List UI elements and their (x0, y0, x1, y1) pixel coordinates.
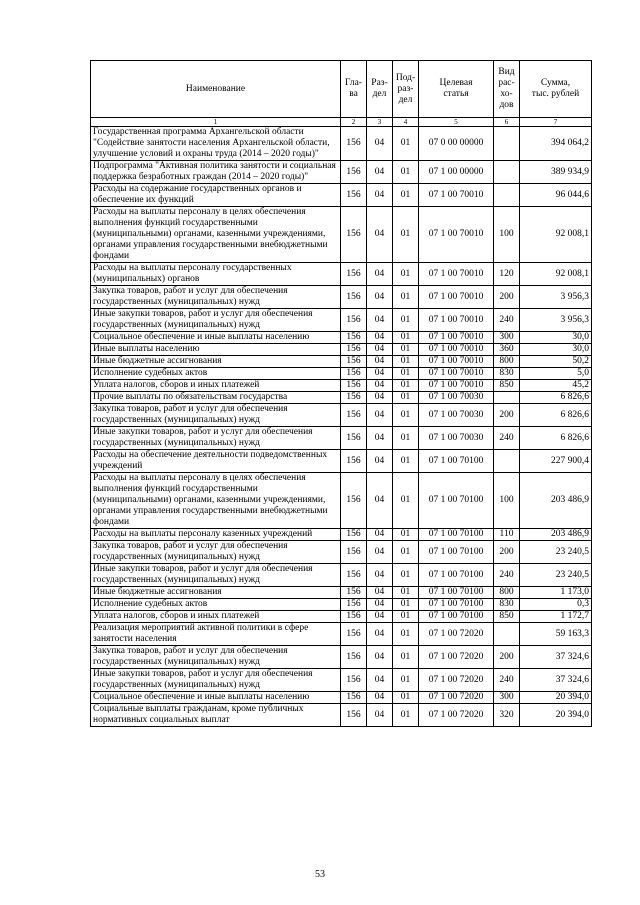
cell-target: 07 1 00 70030 (419, 427, 494, 450)
cell-amount: 45,2 (520, 380, 592, 392)
cell-expense: 830 (494, 368, 520, 380)
cell-amount: 6 826,6 (520, 427, 592, 450)
cell-subsection: 01 (393, 184, 419, 207)
cell-expense: 200 (494, 646, 520, 669)
cell-name: Закупка товаров, работ и услуг для обеспечения государственных (муниципальных) нужд (91, 646, 341, 669)
cell-amount: 0,3 (520, 599, 592, 611)
cell-expense (494, 184, 520, 207)
cell-chapter: 156 (341, 332, 367, 344)
header-subsection: Под- раз- дел (393, 61, 419, 118)
cell-amount: 1 173,0 (520, 587, 592, 599)
column-number: 4 (393, 118, 419, 127)
cell-section: 04 (367, 529, 393, 541)
cell-section: 04 (367, 392, 393, 404)
cell-section: 04 (367, 309, 393, 332)
cell-amount: 30,0 (520, 332, 592, 344)
cell-subsection: 01 (393, 669, 419, 692)
cell-target: 07 1 00 72020 (419, 623, 494, 646)
cell-section: 04 (367, 332, 393, 344)
table-row (91, 541, 592, 564)
cell-expense: 320 (494, 704, 520, 727)
cell-name: Расходы на содержание государственных органов и обеспечение их функций (91, 184, 341, 207)
cell-expense: 850 (494, 380, 520, 392)
cell-expense (494, 392, 520, 404)
cell-chapter: 156 (341, 380, 367, 392)
header-chapter: Гла- ва (341, 61, 367, 118)
cell-subsection: 01 (393, 450, 419, 473)
cell-amount: 3 956,3 (520, 309, 592, 332)
cell-name: Расходы на обеспечение деятельности подведомственных учреждений (91, 450, 341, 473)
cell-subsection: 01 (393, 646, 419, 669)
cell-subsection: 01 (393, 587, 419, 599)
cell-expense: 830 (494, 599, 520, 611)
cell-target: 07 1 00 70010 (419, 368, 494, 380)
cell-name: Расходы на выплаты персоналу государственных (муниципальных) органов (91, 263, 341, 286)
cell-name: Иные закупки товаров, работ и услуг для обеспечения государственных (муниципальных) нужд (91, 669, 341, 692)
cell-chapter: 156 (341, 450, 367, 473)
cell-amount: 203 486,9 (520, 529, 592, 541)
cell-chapter: 156 (341, 344, 367, 356)
header-row (91, 61, 592, 118)
cell-chapter: 156 (341, 368, 367, 380)
cell-subsection: 01 (393, 263, 419, 286)
cell-amount: 23 240,5 (520, 564, 592, 587)
cell-name: Исполнение судебных актов (91, 599, 341, 611)
table-row (91, 599, 592, 611)
header-name: Наименование (91, 61, 341, 118)
cell-section: 04 (367, 368, 393, 380)
cell-name: Иные выплаты населению (91, 344, 341, 356)
cell-chapter: 156 (341, 623, 367, 646)
table-row (91, 564, 592, 587)
cell-subsection: 01 (393, 692, 419, 704)
cell-target: 07 1 00 70010 (419, 309, 494, 332)
cell-chapter: 156 (341, 473, 367, 529)
cell-amount: 227 900,4 (520, 450, 592, 473)
cell-subsection: 01 (393, 541, 419, 564)
cell-section: 04 (367, 704, 393, 727)
cell-chapter: 156 (341, 587, 367, 599)
cell-amount: 203 486,9 (520, 473, 592, 529)
cell-section: 04 (367, 286, 393, 309)
cell-amount: 394 064,2 (520, 127, 592, 161)
cell-chapter: 156 (341, 529, 367, 541)
table-row (91, 127, 592, 161)
cell-section: 04 (367, 473, 393, 529)
cell-expense: 240 (494, 669, 520, 692)
header-expense: Вид рас- хо- дов (494, 61, 520, 118)
cell-name: Иные закупки товаров, работ и услуг для обеспечения государственных (муниципальных) нужд (91, 427, 341, 450)
cell-target: 07 1 00 72020 (419, 692, 494, 704)
cell-expense: 110 (494, 529, 520, 541)
cell-name: Реализация мероприятий активной политики в сфере занятости населения (91, 623, 341, 646)
cell-chapter: 156 (341, 669, 367, 692)
cell-section: 04 (367, 380, 393, 392)
cell-name: Уплата налогов, сборов и иных платежей (91, 380, 341, 392)
cell-amount: 37 324,6 (520, 646, 592, 669)
cell-chapter: 156 (341, 356, 367, 368)
cell-subsection: 01 (393, 286, 419, 309)
cell-amount: 23 240,5 (520, 541, 592, 564)
budget-table (90, 60, 592, 727)
column-number: 3 (367, 118, 393, 127)
cell-subsection: 01 (393, 704, 419, 727)
cell-subsection: 01 (393, 161, 419, 184)
cell-name: Исполнение судебных актов (91, 368, 341, 380)
cell-target: 07 1 00 70100 (419, 599, 494, 611)
cell-chapter: 156 (341, 564, 367, 587)
cell-subsection: 01 (393, 309, 419, 332)
cell-subsection: 01 (393, 392, 419, 404)
cell-subsection: 01 (393, 356, 419, 368)
cell-target: 07 1 00 70010 (419, 380, 494, 392)
cell-subsection: 01 (393, 368, 419, 380)
cell-amount: 92 008,1 (520, 207, 592, 263)
table-row (91, 344, 592, 356)
column-number-row (91, 118, 592, 127)
table-row (91, 427, 592, 450)
cell-expense: 200 (494, 541, 520, 564)
cell-expense (494, 623, 520, 646)
cell-name: Расходы на выплаты персоналу казенных учреждений (91, 529, 341, 541)
table-row (91, 611, 592, 623)
cell-target: 07 1 00 70010 (419, 207, 494, 263)
cell-subsection: 01 (393, 127, 419, 161)
table-row (91, 332, 592, 344)
cell-section: 04 (367, 669, 393, 692)
cell-name: Закупка товаров, работ и услуг для обеспечения государственных (муниципальных) нужд (91, 286, 341, 309)
cell-chapter: 156 (341, 184, 367, 207)
cell-chapter: 156 (341, 704, 367, 727)
cell-section: 04 (367, 263, 393, 286)
cell-section: 04 (367, 646, 393, 669)
cell-expense: 300 (494, 692, 520, 704)
cell-section: 04 (367, 692, 393, 704)
cell-section: 04 (367, 404, 393, 427)
cell-expense: 200 (494, 404, 520, 427)
cell-target: 07 1 00 70100 (419, 587, 494, 599)
cell-expense: 120 (494, 263, 520, 286)
cell-target: 07 1 00 70010 (419, 332, 494, 344)
cell-target: 07 1 00 70010 (419, 356, 494, 368)
cell-amount: 30,0 (520, 344, 592, 356)
cell-name: Социальные выплаты гражданам, кроме публичных нормативных социальных выплат (91, 704, 341, 727)
cell-section: 04 (367, 599, 393, 611)
cell-chapter: 156 (341, 286, 367, 309)
cell-target: 07 1 00 70010 (419, 286, 494, 309)
table-row (91, 704, 592, 727)
cell-amount: 20 394,0 (520, 704, 592, 727)
cell-chapter: 156 (341, 207, 367, 263)
cell-subsection: 01 (393, 207, 419, 263)
cell-target: 07 1 00 00000 (419, 161, 494, 184)
cell-expense: 300 (494, 332, 520, 344)
cell-name: Уплата налогов, сборов и иных платежей (91, 611, 341, 623)
cell-chapter: 156 (341, 161, 367, 184)
table-row (91, 473, 592, 529)
cell-section: 04 (367, 587, 393, 599)
cell-expense: 240 (494, 427, 520, 450)
table-row (91, 404, 592, 427)
cell-target: 07 1 00 72020 (419, 646, 494, 669)
cell-expense: 850 (494, 611, 520, 623)
table-row (91, 161, 592, 184)
cell-name: Расходы на выплаты персоналу в целях обеспечения выполнения функций государственными (муниципальными) органами, казенными учреждениями, органами управления государственными внебюджетными фондами (91, 207, 341, 263)
cell-chapter: 156 (341, 392, 367, 404)
page-number: 53 (315, 869, 325, 880)
cell-name: Иные бюджетные ассигнования (91, 356, 341, 368)
cell-subsection: 01 (393, 344, 419, 356)
cell-chapter: 156 (341, 692, 367, 704)
header-amount: Сумма, тыс. рублей (520, 61, 592, 118)
table-row (91, 692, 592, 704)
cell-section: 04 (367, 356, 393, 368)
cell-target: 07 1 00 70030 (419, 392, 494, 404)
column-number: 1 (91, 118, 341, 127)
cell-target: 07 1 00 72020 (419, 669, 494, 692)
column-number: 6 (494, 118, 520, 127)
table-row (91, 392, 592, 404)
cell-amount: 20 394,0 (520, 692, 592, 704)
cell-section: 04 (367, 427, 393, 450)
cell-name: Государственная программа Архангельской области "Содействие занятости населения Архангельской области, улучшение условий и охраны труда (2014 – 2020 годы)" (91, 127, 341, 161)
cell-amount: 59 163,3 (520, 623, 592, 646)
cell-section: 04 (367, 623, 393, 646)
table-row (91, 263, 592, 286)
cell-name: Социальное обеспечение и иные выплаты населению (91, 692, 341, 704)
cell-amount: 5,0 (520, 368, 592, 380)
table-row (91, 356, 592, 368)
cell-expense: 100 (494, 473, 520, 529)
table-row (91, 529, 592, 541)
cell-chapter: 156 (341, 404, 367, 427)
cell-amount: 50,2 (520, 356, 592, 368)
cell-name: Закупка товаров, работ и услуг для обеспечения государственных (муниципальных) нужд (91, 541, 341, 564)
cell-amount: 96 044,6 (520, 184, 592, 207)
table-row (91, 309, 592, 332)
cell-target: 07 1 00 70010 (419, 344, 494, 356)
cell-subsection: 01 (393, 380, 419, 392)
cell-expense: 800 (494, 356, 520, 368)
table-row (91, 368, 592, 380)
cell-name: Расходы на выплаты персоналу в целях обеспечения выполнения функций государственными (муниципальными) органами, казенными учреждениями, органами управления государственными внебюджетными фондами (91, 473, 341, 529)
cell-subsection: 01 (393, 529, 419, 541)
cell-chapter: 156 (341, 611, 367, 623)
cell-amount: 92 008,1 (520, 263, 592, 286)
cell-target: 07 1 00 70100 (419, 541, 494, 564)
cell-target: 07 1 00 70100 (419, 473, 494, 529)
table-row (91, 669, 592, 692)
cell-amount: 3 956,3 (520, 286, 592, 309)
cell-section: 04 (367, 450, 393, 473)
cell-expense: 800 (494, 587, 520, 599)
cell-name: Подпрограмма "Активная политика занятости и социальная поддержка безработных граждан (2014 – 2020 годы)" (91, 161, 341, 184)
cell-amount: 37 324,6 (520, 669, 592, 692)
table-row (91, 184, 592, 207)
table-row (91, 587, 592, 599)
cell-subsection: 01 (393, 611, 419, 623)
cell-section: 04 (367, 207, 393, 263)
cell-section: 04 (367, 161, 393, 184)
table-body (91, 127, 592, 727)
cell-amount: 6 826,6 (520, 392, 592, 404)
cell-target: 07 1 00 70100 (419, 529, 494, 541)
cell-amount: 389 934,9 (520, 161, 592, 184)
column-number: 5 (419, 118, 494, 127)
header-target: Целевая статья (419, 61, 494, 118)
cell-section: 04 (367, 611, 393, 623)
cell-expense: 240 (494, 564, 520, 587)
cell-target: 07 1 00 70100 (419, 564, 494, 587)
table-row (91, 207, 592, 263)
cell-target: 07 1 00 70100 (419, 611, 494, 623)
cell-name: Иные бюджетные ассигнования (91, 587, 341, 599)
cell-chapter: 156 (341, 127, 367, 161)
cell-expense (494, 127, 520, 161)
cell-chapter: 156 (341, 263, 367, 286)
table-row (91, 380, 592, 392)
table-row (91, 623, 592, 646)
cell-expense: 100 (494, 207, 520, 263)
cell-expense: 360 (494, 344, 520, 356)
cell-chapter: 156 (341, 599, 367, 611)
cell-subsection: 01 (393, 404, 419, 427)
cell-name: Прочие выплаты по обязательствам государства (91, 392, 341, 404)
header-section: Раз- дел (367, 61, 393, 118)
cell-chapter: 156 (341, 309, 367, 332)
cell-chapter: 156 (341, 541, 367, 564)
cell-target: 07 1 00 70010 (419, 263, 494, 286)
cell-section: 04 (367, 184, 393, 207)
cell-section: 04 (367, 127, 393, 161)
cell-chapter: 156 (341, 427, 367, 450)
cell-name: Социальное обеспечение и иные выплаты населению (91, 332, 341, 344)
cell-target: 07 0 00 00000 (419, 127, 494, 161)
cell-expense (494, 161, 520, 184)
table-row (91, 646, 592, 669)
cell-subsection: 01 (393, 427, 419, 450)
cell-section: 04 (367, 541, 393, 564)
cell-section: 04 (367, 344, 393, 356)
cell-subsection: 01 (393, 623, 419, 646)
table-row (91, 450, 592, 473)
cell-chapter: 156 (341, 646, 367, 669)
cell-name: Иные закупки товаров, работ и услуг для обеспечения государственных (муниципальных) нужд (91, 309, 341, 332)
cell-target: 07 1 00 70010 (419, 184, 494, 207)
cell-subsection: 01 (393, 332, 419, 344)
cell-amount: 6 826,6 (520, 404, 592, 427)
cell-name: Иные закупки товаров, работ и услуг для обеспечения государственных (муниципальных) нужд (91, 564, 341, 587)
cell-expense: 240 (494, 309, 520, 332)
cell-subsection: 01 (393, 473, 419, 529)
cell-expense (494, 450, 520, 473)
cell-expense: 200 (494, 286, 520, 309)
table-row (91, 286, 592, 309)
cell-name: Закупка товаров, работ и услуг для обеспечения государственных (муниципальных) нужд (91, 404, 341, 427)
cell-amount: 1 172,7 (520, 611, 592, 623)
cell-section: 04 (367, 564, 393, 587)
cell-subsection: 01 (393, 564, 419, 587)
cell-target: 07 1 00 70100 (419, 450, 494, 473)
cell-subsection: 01 (393, 599, 419, 611)
cell-target: 07 1 00 70030 (419, 404, 494, 427)
column-number: 2 (341, 118, 367, 127)
column-number: 7 (520, 118, 592, 127)
cell-target: 07 1 00 72020 (419, 704, 494, 727)
